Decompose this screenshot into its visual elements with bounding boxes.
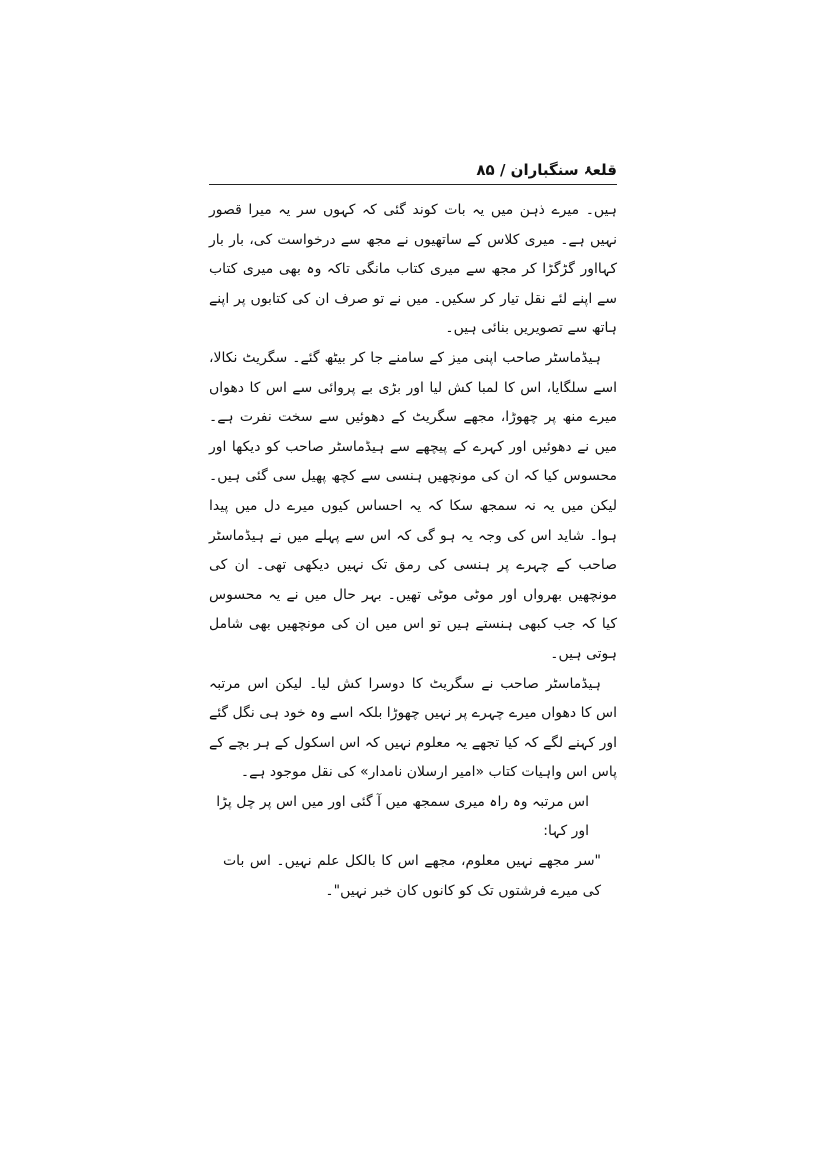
paragraph-2: ہیڈماسٹر صاحب اپنی میز کے سامنے جا کر بیٹھ گئے۔ سگریٹ نکالا، اسے سلگایا، اس کا لمبا کش لیا اور بڑی بے پروائی سے اس کا دھواں میرے منھ پر چھوڑا، مجھے سگریٹ کے دھوئیں سے سخت نفرت ہے۔ میں نے دھوئیں اور کہرے کے پیچھے سے ہیڈماسٹر صاحب کو دیکھا اور محسوس کیا کہ ان کی مونچھیں ہنسی سے کچھ پھیل سی گئی ہیں۔ لیکن میں یہ نہ سمجھ سکا کہ یہ احساس کیوں میرے دل میں پیدا ہوا۔ شاید اس کی وجہ یہ ہو گی کہ اس سے پہلے میں نے ہیڈماسٹر صاحب کے چہرے پر ہنسی کی رمق تک نہیں دیکھی تھی۔ ان کی مونچھیں بھرواں اور موٹی موٹی تھیں۔ بہر حال میں نے یہ محسوس کیا کہ جب کبھی ہنستے ہیں تو اس میں ان کی مونچھیں بھی شامل ہوتی ہیں۔	[209, 349, 617, 662]
body-text	[209, 196, 617, 906]
quote-intro: اس مرتبہ وہ راہ میری سمجھ میں آ گئی اور میں اس پر چل پڑا اور کہا:	[216, 793, 589, 840]
header-title: قلعۂ سنگباران / ۸۵	[476, 161, 617, 179]
running-header	[209, 158, 617, 182]
paragraph-3: ہیڈماسٹر صاحب نے سگریٹ کا دوسرا کش لیا۔ لیکن اس مرتبہ اس کا دھواں میرے چہرے پر نہیں چھوڑا بلکہ اسے وہ خود ہی نگل گئے اور کہنے لگے کہ کیا تجھے یہ معلوم نہیں کہ اس اسکول کے ہر بچے کے پاس اس واہیات کتاب «امیر ارسلان نامدار» کی نقل موجود ہے۔	[209, 675, 617, 781]
header-rule	[209, 184, 617, 185]
paragraph-1: ہیں۔ میرے ذہن میں یہ بات کوند گئی کہ کہوں سر یہ میرا قصور نہیں ہے۔ میری کلاس کے ساتھیوں نے مجھ سے درخواست کی، بار بار کہااور گڑگڑا کر مجھ سے میری کتاب مانگی تاکہ وہ بھی میری کتاب سے اپنے لئے نقل تیار کر سکیں۔ میں نے تو صرف ان کی کتابوں پر اپنے ہاتھ سے تصویریں بنائی ہیں۔	[209, 202, 617, 337]
quote: "سر مجھے نہیں معلوم، مجھے اس کا بالکل علم نہیں۔ اس بات کی میرے فرشتوں تک کو کانوں کان خبر نہیں"۔	[223, 853, 601, 899]
